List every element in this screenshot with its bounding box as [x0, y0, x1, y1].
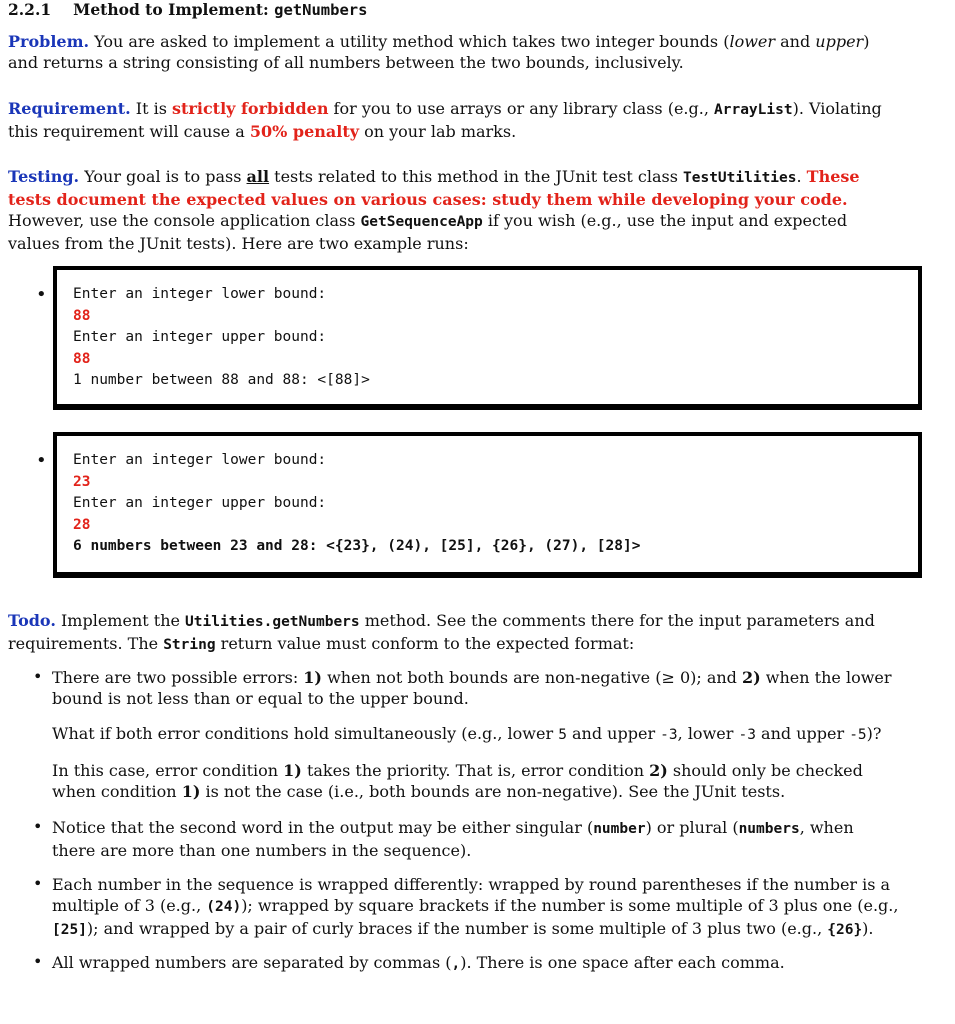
section-method-name: getNumbers — [274, 1, 368, 19]
console-example-run-1: Enter an integer lower bound: 88 Enter an integer upper bound: 88 1 number between 88 and 88: <[88]> — [53, 266, 922, 410]
section-heading — [8, 0, 367, 19]
list-item-wrapping: Each number in the sequence is wrapped differently: wrapped by round parentheses if the number is a multiple of 3 (e.g., (24)); wrapped by square brackets if the number is some multiple of 3 plus one (e.g., [25]); and wrapped by a pair of curly braces if the number is some multiple of 3 plus two (e.g., {26}). — [52, 875, 899, 938]
bullet-dot: • — [36, 284, 47, 305]
todo-label: Todo. — [8, 611, 56, 630]
testing-paragraph: Testing. Your goal is to pass all tests related to this method in the JUnit test class TestUtilities. These tests document the expected values on various cases: study them while developing your code. However, use the console application class GetSequenceApp if you wish (e.g., use the input and expected values from the JUnit tests). Here are two example runs: — [8, 167, 860, 253]
section-title: Method to Implement: — [73, 0, 275, 19]
problem-label: Problem. — [8, 32, 90, 51]
todo-paragraph: Todo. Implement the Utilities.getNumbers method. See the comments there for the input parameters and requirements. The String return value must conform to the expected format: — [8, 611, 875, 653]
problem-paragraph: Problem. You are asked to implement a utility method which takes two integer bounds (lower and upper) and returns a string consisting of all numbers between the two bounds, inclusively. — [8, 32, 870, 72]
bullet-dot: • — [36, 450, 47, 471]
list-item-errors-question: What if both error conditions hold simultaneously (e.g., lower 5 and upper -3, lower -3 and upper -5)? — [52, 724, 882, 743]
list-item-commas: All wrapped numbers are separated by commas (,). There is one space after each comma. — [52, 953, 785, 972]
bullet-dot: • — [33, 667, 43, 686]
console-example-run-2: Enter an integer lower bound: 23 Enter an integer upper bound: 28 6 numbers between 23 and 28: <{23}, (24), [25], {26}, (27), [28]> — [53, 432, 922, 578]
bullet-dot: • — [33, 952, 43, 971]
bullet-dot: • — [33, 874, 43, 893]
list-item-errors: There are two possible errors: 1) when not both bounds are non-negative (≥ 0); and 2) when the lower bound is not less than or equal to the upper bound. — [52, 668, 892, 708]
section-number: 2.2.1 — [8, 0, 52, 19]
list-item-errors-priority: In this case, error condition 1) takes the priority. That is, error condition 2) should only be checked when condition 1) is not the case (i.e., both bounds are non-negative). See the JUnit tests. — [52, 761, 863, 801]
requirement-paragraph: Requirement. It is strictly forbidden for you to use arrays or any library class (e.g., ArrayList). Violating this requirement will cause a 50% penalty on your lab marks. — [8, 99, 882, 141]
testing-label: Testing. — [8, 167, 80, 186]
bullet-dot: • — [33, 817, 43, 836]
list-item-singular-plural: Notice that the second word in the output may be either singular (number) or plural (numbers, when there are more than one numbers in the sequence). — [52, 818, 854, 860]
requirement-label: Requirement. — [8, 99, 131, 118]
